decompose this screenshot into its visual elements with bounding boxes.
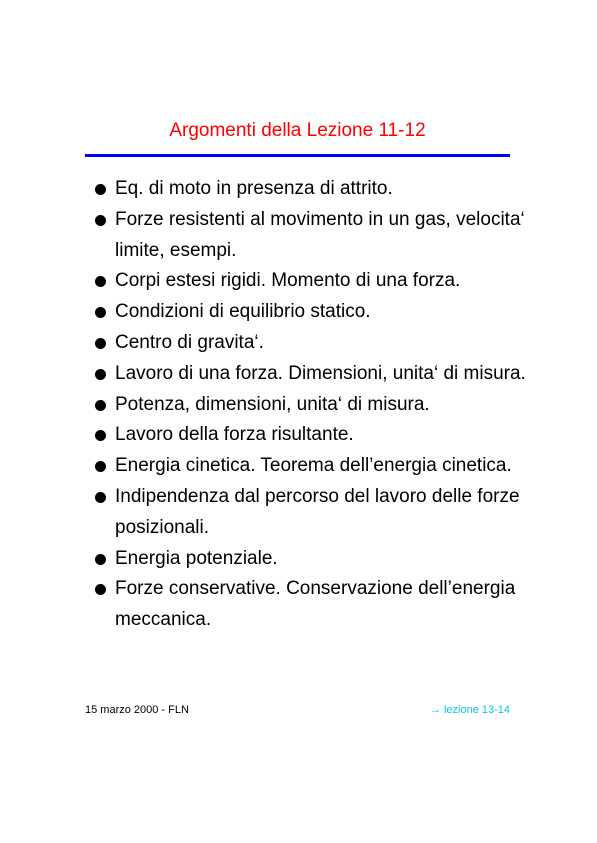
list-item-text: Condizioni di equilibrio statico. [115,301,371,323]
list-item [95,205,535,267]
bullet-icon [95,307,106,318]
list-item [95,420,535,451]
bullet-icon [95,554,106,565]
list-item [95,574,535,636]
list-item-text: Centro di gravita‘. [115,331,264,353]
list-item-text: Eq. di moto in presenza di attrito. [115,178,393,199]
list-item-text: Forze conservative. Conservazione dell’energia meccanica. [115,578,516,631]
list-item-text: Indipendenza dal percorso del lavoro delle forze posizionali. [115,485,520,538]
list-item [95,482,535,544]
bullet-icon [95,338,106,349]
bullet-icon [95,400,106,411]
list-item [95,544,535,575]
list-item-text: Forze resistenti al movimento in un gas, velocita‘ limite, esempi. [115,208,525,261]
list-item [95,451,535,482]
list-item-text: Potenza, dimensioni, unita‘ di misura. [115,393,430,415]
title-divider [85,154,510,157]
list-item-text: Energia potenziale. [115,547,278,569]
bullet-icon [95,461,106,472]
bullet-icon [95,276,106,287]
list-item [95,359,535,390]
bullet-icon [95,369,106,380]
list-item-text: Energia cinetica. Teorema dell’energia cinetica. [115,455,512,477]
next-lesson-link[interactable]: → lezione 13-14 [429,704,510,716]
list-item [95,390,535,421]
list-item [95,174,535,205]
list-item-text: Corpi estesi rigidi. Momento di una forza. [115,270,461,292]
topic-list [95,174,535,636]
footer-date: 15 marzo 2000 - FLN [85,704,189,716]
bullet-icon [95,584,106,595]
list-item [95,297,535,328]
list-item-text: Lavoro di una forza. Dimensioni, unita‘ di misura. [115,362,526,384]
list-item-text: Lavoro della forza risultante. [115,424,354,446]
page-title: Argomenti della Lezione 11-12 [169,120,426,141]
list-item [95,266,535,297]
bullet-icon [95,430,106,441]
bullet-icon [95,184,106,195]
bullet-icon [95,215,106,226]
bullet-icon [95,492,106,503]
list-item [95,328,535,359]
